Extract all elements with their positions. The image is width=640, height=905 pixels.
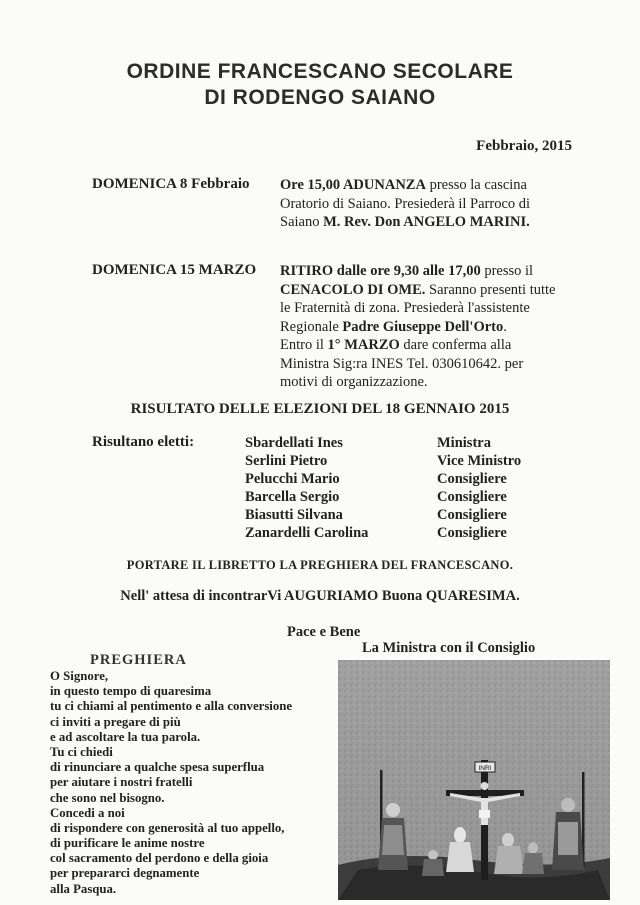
member-name: Zanardelli Carolina [245,525,369,541]
event-2-label: DOMENICA 15 MARZO [92,262,257,278]
member-role: Consigliere [437,471,507,487]
prayer-line: O Signore, [50,669,109,683]
event-1-text-2: Oratorio di Saiano. Presiederà il Parroco di [280,195,531,212]
member-role: Consigliere [437,525,507,541]
member-role: Consigliere [437,489,507,505]
event-2-text-5-end: dare conferma alla [399,337,512,353]
member-role: Vice Ministro [437,453,522,469]
page-title-line1: ORDINE FRANCESCANO SECOLARE [126,60,514,83]
prayer-line: alla Pasqua. [50,881,117,896]
event-2-text-7: motivi di organizzazione. [280,374,428,390]
event-2-text-4: Regionale [280,318,343,335]
member-name: Biasutti Silvana [245,507,343,523]
prayer-line: e ad ascoltare la tua parola. [50,729,201,744]
prayer-line: di rispondere con generosità al tuo appello, [50,820,285,835]
document-date: Febbraio, 2015 [476,138,572,154]
event-1-description [280,176,580,232]
prayer-line: in questo tempo di quaresima [50,684,212,699]
member-name: Serlini Pietro [245,453,328,469]
prayer-line: per aiutare i nostri fratelli [50,775,193,790]
prayer-line: di rinunciare a qualche spesa superflua [50,760,265,775]
event-2-time: RITIRO dalle ore 9,30 alle 17,00 [280,263,481,279]
member-role: Consigliere [437,507,507,523]
member-name: Pelucchi Mario [245,471,340,487]
event-2-description [280,262,580,392]
event-2-text-4-end: . [503,318,507,335]
prayer-line: Concedi a noi [50,805,125,820]
event-1-label: DOMENICA 8 Febbraio [92,176,250,192]
member-name: Sbardellati Ines [245,435,343,451]
prayer-line: di purificare le anime nostre [50,836,205,851]
event-2-deadline: 1° MARZO [327,337,400,353]
prayer-line: Tu ci chiedi [50,744,113,759]
event-2-location: CENACOLO DI OME. [280,281,426,298]
lent-greeting: Nell' attesa di incontrarVi AUGURIAMO Buona QUARESIMA. [120,588,520,604]
pace-e-bene: Pace e Bene [287,624,361,640]
cross-inscription: INRI [478,765,492,772]
prayer-title: PREGHIERA [90,652,187,668]
prayer-line: tu ci chiami al pentimento e alla conversione [50,699,293,714]
prayer-line: col sacramento del perdono e della gioia [50,851,269,866]
event-1-text-1: presso la cascina [425,177,527,193]
event-2-text-1: presso il [480,263,534,279]
event-1-presider: M. Rev. Don ANGELO MARINI. [323,214,530,230]
event-2-text-5: Entro il [280,337,328,353]
member-role: Ministra [437,435,491,451]
page-title-line2: DI RODENGO SAIANO [204,86,436,109]
event-1-text-3: Saiano [280,214,324,230]
event-2-text-3: le Fraternità di zona. Presiederà l'assistente [280,300,530,316]
elected-label: Risultano eletti: [92,434,195,450]
prayer-line: per prepararci degnamente [50,866,200,881]
prayer-line: ci inviti a pregare di più [50,714,181,729]
booklet-notice: PORTARE IL LIBRETTO LA PREGHIERA DEL FRANCESCANO. [126,558,514,572]
member-names [245,434,368,542]
prayer-line: che sono nel bisogno. [50,790,165,805]
signature: La Ministra con il Consiglio [362,640,536,656]
crucifixion-photo [338,660,610,900]
results-title: RISULTATO DELLE ELEZIONI DEL 18 GENNAIO 2015 [130,401,510,417]
prayer-text [50,669,330,897]
event-2-text-2: Saranno presenti tutte [425,281,556,298]
event-2-presider: Padre Giuseppe Dell'Orto [342,318,504,335]
member-roles [437,434,521,542]
event-1-time: Ore 15,00 ADUNANZA [280,177,426,193]
member-name: Barcella Sergio [245,489,340,505]
event-2-text-6: Ministra Sig:ra INES Tel. 030610642. per [280,355,524,372]
